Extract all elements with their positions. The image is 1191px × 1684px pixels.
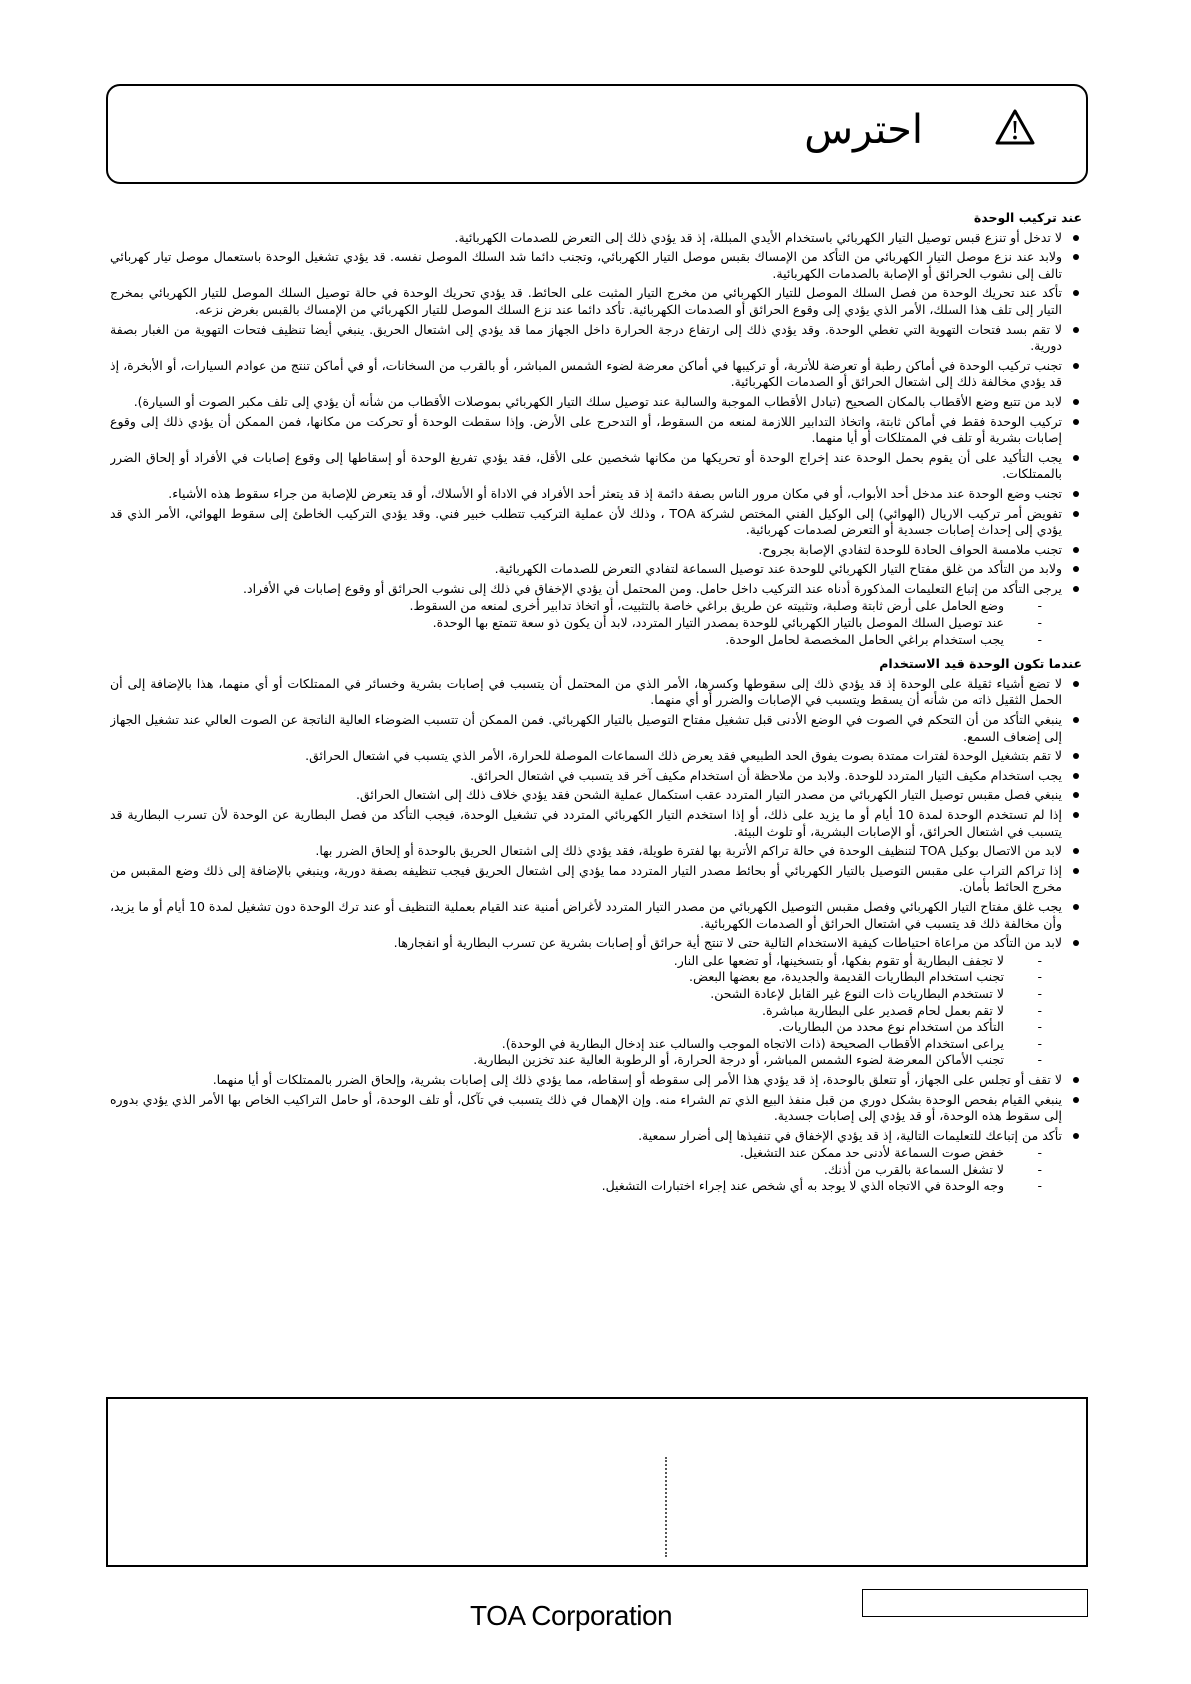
list-item-text: لابد من تتبع وضع الأقطاب بالمكان الصحيح (تبادل الأقطاب الموجبة والسالبة عند توصيل سلك التيار الكهربائي بموصلات الأقطاب من شأنه أن يؤدي إلى تلف مكبر الصوت أو السيارة).: [133, 393, 1062, 409]
list-item: [110, 1128, 1082, 1195]
sub-list-item: - لا تشغل السماعة بالقرب من أذنك.: [110, 1162, 1062, 1179]
list-item: [110, 414, 1082, 447]
list-item-text: تأكد عند تحريك الوحدة من فصل السلك الموصل للتيار الكهربائي من مخرج التيار المثبت على الحائط. قد يؤدي تحريك الوحدة في حالة توصيل السلك الموصل للتيار الكهربائي بمخرج التيار إلى تلف هذا السلك، الأمر الذي يؤدي إلى وقوع الحرائق أو الصدمات الكهربائية. تأكد دائما عند نزع السلك الموصل للتيار الكهربائي من الإمساك بالقبس بغرض نزعه.: [110, 285, 1062, 317]
dotted-divider: [665, 1457, 667, 1557]
list-item-text: تجنب ملامسة الحواف الحادة للوحدة لتفادي الإصابة بجروح.: [758, 541, 1062, 557]
list-item: [110, 787, 1082, 804]
sub-list: [110, 953, 1062, 1069]
sub-list-item: - وضع الحامل على أرض ثابتة وصلبة، وتثبيته عن طريق براغي خاصة بالتثبيت، أو اتخاذ تدابير أخرى لمنعه من السقوط.: [110, 598, 1062, 615]
sub-list-item: - وجه الوحدة في الاتجاه الذي لا يوجد به أي شخص عند إجراء اختبارات التشغيل.: [110, 1178, 1062, 1195]
warning-triangle-icon: [994, 108, 1036, 146]
list-item-text: ينبغي القيام بفحص الوحدة بشكل دوري من قبل منفذ البيع الذي تم الشراء منه. وإن الإهمال في ذلك يتسبب في تآكل، أو تلف الوحدة، أو حامل التراكيب الخاص بها الأمر الذي يؤدي بدوره إلى سقوط هذه الوحدة، أو قد يؤدي إلى إصابات جسدية.: [110, 1091, 1062, 1124]
list-item: [110, 486, 1082, 503]
sub-list-item: - لا تجفف البطارية أو تقوم بفكها، أو بتسخينها، أو تضعها على النار.: [110, 953, 1062, 970]
sub-list-item: - لا تستخدم البطاريات ذات النوع غير القابل لإعادة الشحن.: [110, 986, 1062, 1003]
bottom-info-box: [106, 1397, 1088, 1567]
list-item-text: تركيب الوحدة فقط في أماكن ثابتة، واتخاذ التدابير اللازمة لمنعه من السقوط، أو التدحرج على الأرض. وإذا سقطت الوحدة أو تحركت من مكانها، فمن الممكن أن يؤدي ذلك إلى وقوع إصابات بشرية أو تلف في الممتلكات أو أيا منهما.: [110, 413, 1062, 446]
sub-list-item: - عند توصيل السلك الموصل بالتيار الكهربائي للوحدة بمصدر التيار المتردد، لابد أن يكون ذو سعة تتمتع بها الوحدة.: [110, 615, 1062, 632]
list-item: [110, 561, 1082, 578]
list-item: [110, 450, 1082, 483]
list-item-text: لا تقم بتشغيل الوحدة لفترات ممتدة بصوت يفوق الحد الطبيعي فقد يعرض ذلك السماعات الموصلة للحرارة، الأمر الذي يتسبب في اشتعال الحرائق.: [305, 748, 1062, 764]
list-item: [110, 935, 1082, 1069]
list-item: [110, 863, 1082, 896]
list-item: [110, 230, 1082, 247]
bullet-list: [110, 230, 1082, 649]
list-item: [110, 249, 1082, 282]
section-title: عند تركيب الوحدة: [973, 210, 1082, 225]
sub-list-item: - يجب استخدام براغي الحامل المخصصة لحامل الوحدة.: [110, 632, 1062, 649]
list-item-text: تجنب تركيب الوحدة في أماكن رطبة أو تعرضة للأتربة، أو تركيبها في أماكن معرضة لضوء الشمس المباشر، أو بالقرب من السخانات، أو في أماكن تنتج من عوادم السيارات، أو الأبخرة، إذ قد يؤدي مخالفة ذلك إلى اشتعال الحرائق أو الصدمات الكهربائية.: [110, 357, 1062, 390]
list-item-text: تجنب وضع الوحدة عند مدخل أحد الأبواب، أو في مكان مرور الناس بصفة دائمة إذ قد يتعثر أحد الأفراد في الاداة أو الأسلاك، أو قد يتعرض للإصابة من جراء سقوط هذه الأشياء.: [168, 485, 1062, 501]
list-item-text: يجب غلق مفتاح التيار الكهربائي وفصل مقبس التوصيل الكهربائي من مصدر التيار المتردد لأغراض أمنية عند القيام بعملية التنظيف أو عند ترك الوحدة دون تشغيل لمدة 10 أيام أو ما يزيد، وأن مخالفة ذلك قد يتسبب في اشتعال الحرائق أو الصدمات الكهربائية.: [110, 898, 1062, 931]
list-item: [110, 843, 1082, 860]
list-item-text: لا تضع أشياء ثقيلة على الوحدة إذ قد يؤدي ذلك إلى سقوطها وكسرها، الأمر الذي من المحتمل أن يتسبب في إصابات بشرية وخسائر في الممتلكات أو أي منهما، هذا بالإضافة إلى أن الحمل الثقيل ذاته من شأنه أن يسقط ويتسبب في الإصابات والضرر أو أي منهما.: [110, 675, 1062, 708]
list-item-text: ولابد من التأكد من غلق مفتاح التيار الكهربائي للوحدة عند توصيل السماعة لتفادي التعرض للصدمات الكهربائية.: [494, 561, 1062, 577]
sub-list: [110, 598, 1062, 648]
list-item-text: يرجى التأكد من إتباع التعليمات المذكورة أدناه عند التركيب داخل حامل. ومن المحتمل أن يؤدي الإخفاق في ذلك إلى نشوب الحرائق أو وقوع إصابات في الأفراد.: [243, 580, 1062, 596]
sub-list-item: - التأكد من استخدام نوع محدد من البطاريات.: [110, 1019, 1062, 1036]
list-item: [110, 285, 1082, 318]
list-item-text: لا تقم بسد فتحات التهوية التي تغطي الوحدة. وقد يؤدي ذلك إلى ارتفاع درجة الحرارة داخل الجهاز مما قد يؤدي إلى اشتعال الحريق. ينبغي أيضا تنظيف فتحات التهوية من الغبار بصفة دورية.: [110, 321, 1062, 354]
list-item-text: لابد من التأكد من مراعاة احتياطات كيفية الاستخدام التالية حتى لا تنتج أية حرائق أو إصابات بشرية عن تسرب البطارية أو انفجارها.: [393, 935, 1062, 951]
list-item-text: ينبغي فصل مقبس توصيل التيار الكهربائي من مصدر التيار المتردد عقب استكمال عملية الشحن فقد يؤدي خلاف ذلك إلى اشتعال الحرائق.: [355, 787, 1062, 803]
list-item: [110, 506, 1082, 539]
list-item-text: ينبغي التأكد من أن التحكم في الصوت في الوضع الأدنى قبل تشغيل مفتاح التوصيل بالتيار الكهربائي. فمن الممكن أن تتسبب الضوضاء العالية الناتجة عن الصوت العالي عند تشغيل الجهاز إلى إضعاف السمع.: [110, 712, 1062, 744]
bullet-list: [110, 676, 1082, 1195]
list-item: [110, 748, 1082, 765]
sub-list-item: - تجنب الأماكن المعرضة لضوء الشمس المباشر، أو درجة الحرارة، أو الرطوبة العالية عند تخزين البطارية.: [110, 1052, 1062, 1069]
sub-list-item: - لا تقم بعمل لحام قصدير على البطارية مباشرة.: [110, 1003, 1062, 1020]
list-item: [110, 712, 1082, 745]
sub-list-item: - يراعى استخدام الأقطاب الصحيحة (ذات الاتجاه الموجب والسالب عند إدخال البطارية في الوحدة).: [110, 1036, 1062, 1053]
caution-title: احترس: [804, 107, 923, 153]
list-item: [110, 322, 1082, 355]
list-item-text: يجب استخدام مكيف التيار المتردد للوحدة. ولابد من ملاحظة أن استخدام مكيف آخر قد يتسبب في اشتعال الحرائق.: [470, 767, 1062, 783]
list-item: [110, 807, 1082, 840]
list-item: [110, 899, 1082, 932]
list-item-text: إذا تراكم التراب على مقبس التوصيل بالتيار الكهربائي أو بحائط مصدر التيار المتردد مما يؤدي إلى اشتعال الحريق فيجب تنظيفه بصفة دورية، وينبغي بالإضافة إلى ذلك وضع المقبس من مخرج الحائط بأمان.: [110, 862, 1062, 895]
sub-list-item: - خفض صوت السماعة لأدنى حد ممكن عند التشغيل.: [110, 1145, 1062, 1162]
list-item-text: ولابد عند نزع موصل التيار الكهربائي من التأكد من الإمساك بقبس موصل التيار الكهربائي، وتجنب دائما شد السلك الموصل نفسه. قد يؤدي تشغيل الوحدة باستعمال موصل تيار كهربائي تالف إلى نشوب الحرائق أو الإصابة بالصدمات الكهربائية.: [110, 249, 1062, 281]
list-item-text: لا تقف أو تجلس على الجهاز، أو تتعلق بالوحدة، إذ قد يؤدي هذا الأمر إلى سقوطه أو إسقاطه، مما يؤدي ذلك إلى إصابات بشرية، وإلحاق الضرر بالممتلكات أو أيا منهما.: [212, 1071, 1062, 1087]
list-item-text: يجب التأكيد على أن يقوم بحمل الوحدة عند إخراج الوحدة أو تحريكها من مكانها شخصين على الأقل، فقد يؤدي تفريغ الوحدة أو إسقاطها إلى وقوع إصابات في الأفراد أو إلحاق الضرر بالممتلكات.: [110, 449, 1062, 482]
list-item: [110, 676, 1082, 709]
list-item-text: لابد من الاتصال بوكيل TOA لتنظيف الوحدة في حالة تراكم الأتربة بها لفترة طويلة، فقد يؤدي ذلك إلى اشتعال الحريق بالوحدة أو إلحاق الضرر بها.: [315, 843, 1062, 859]
caution-content: [110, 210, 1082, 1385]
document-code-box: [862, 1589, 1088, 1617]
list-item: [110, 581, 1082, 648]
sub-list: [110, 1145, 1062, 1195]
list-item: [110, 768, 1082, 785]
list-item: [110, 1092, 1082, 1125]
list-item-text: إذا لم تستخدم الوحدة لمدة 10 أيام أو ما يزيد على ذلك، أو إذا استخدم التيار الكهربائي المتردد في تشغيل الوحدة، فيجب التأكد من فصل البطارية عن الوحدة لأن تسرب البطارية قد يتسبب في اشتعال الحرائق، أو الإصابات البشرية، أو تلوث البيئة.: [110, 807, 1062, 839]
list-item-text: تأكد من إتباعك للتعليمات التالية، إذ قد يؤدي الإخفاق في تنفيذها إلى أضرار سمعية.: [638, 1127, 1062, 1143]
caution-header-box: [106, 84, 1088, 184]
section-title: عندما تكون الوحدة قيد الاستخدام: [879, 656, 1082, 672]
list-item: [110, 542, 1082, 559]
list-item-text: لا تدخل أو تنزع قبس توصيل التيار الكهربائي باستخدام الأيدي المبللة، إذ قد يؤدي ذلك إلى التعرض للصدمات الكهربائية.: [454, 229, 1062, 245]
list-item: [110, 358, 1082, 391]
sub-list-item: - تجنب استخدام البطاريات القديمة والجديدة، مع بعضها البعض.: [110, 969, 1062, 986]
list-item: [110, 1072, 1082, 1089]
company-name: TOA Corporation: [470, 1600, 673, 1631]
list-item: [110, 394, 1082, 411]
list-item-text: تفويض أمر تركيب الاريال (الهوائي) إلى الوكيل الفني المختص لشركة TOA ، وذلك لأن عملية التركيب تتطلب خبير فني. وقد يؤدي التركيب الخاطئ إلى سقوط الهوائي، الأمر الذي قد يؤدي إلى إحداث إصابات جسدية أو التعرض لصدمات كهربائية.: [110, 505, 1062, 538]
